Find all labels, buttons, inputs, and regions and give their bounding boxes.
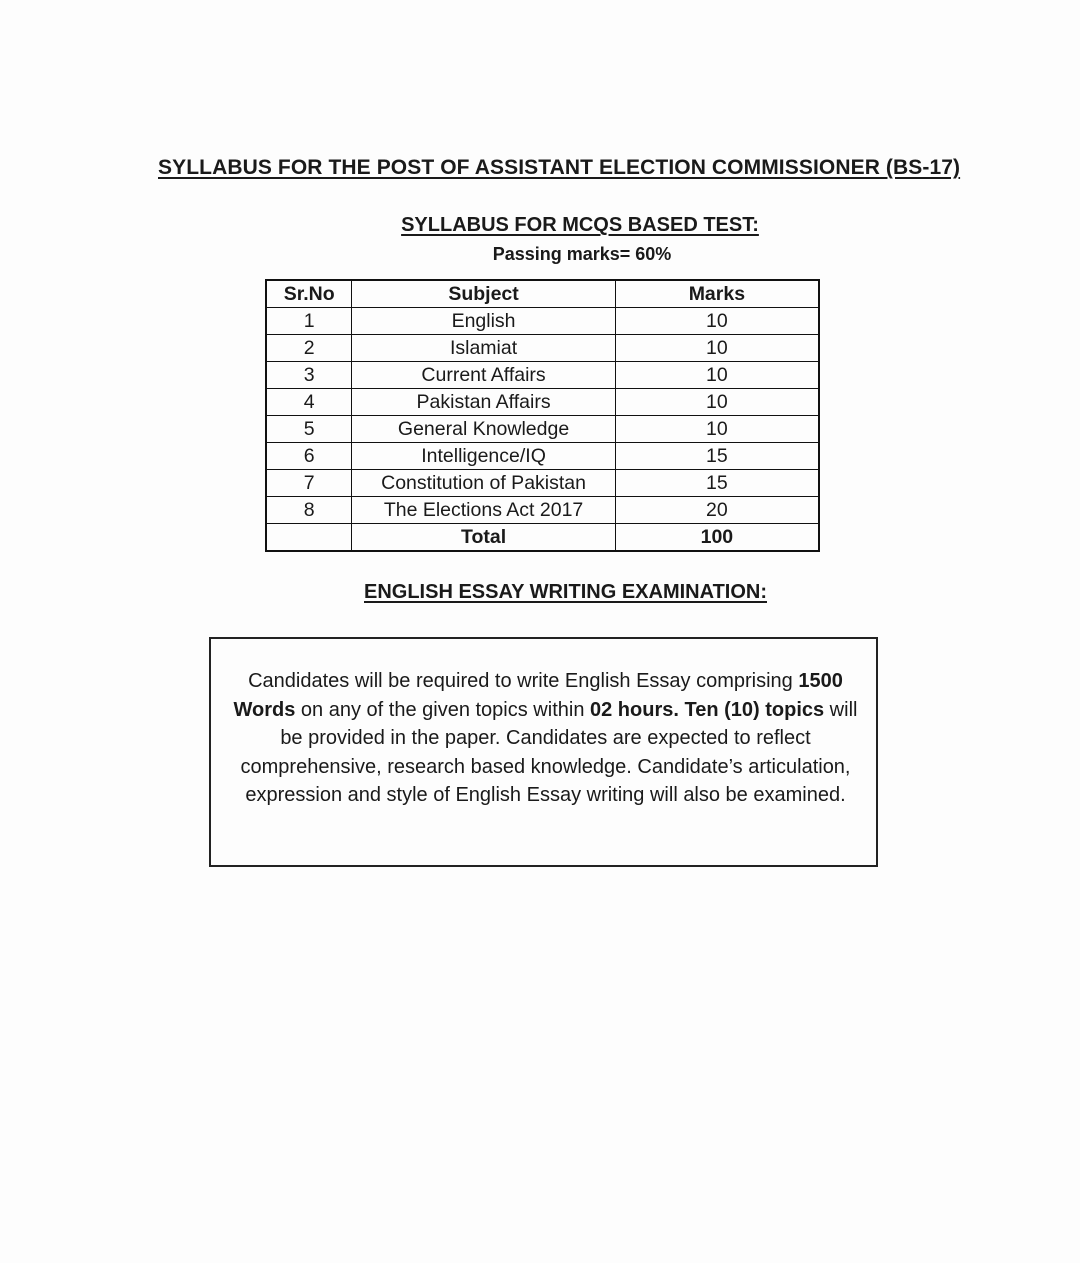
main-title: SYLLABUS FOR THE POST OF ASSISTANT ELECTION COMMISSIONER (BS-17)	[158, 156, 961, 179]
cell-sr: 2	[266, 335, 352, 362]
cell-total-marks: 100	[615, 524, 819, 552]
essay-bold-duration: 02 hours. Ten (10) topics	[590, 698, 825, 721]
header-sr-no: Sr.No	[266, 280, 352, 308]
cell-subject: Islamiat	[352, 335, 615, 362]
cell-marks: 10	[615, 416, 819, 443]
cell-subject: Pakistan Affairs	[352, 389, 615, 416]
cell-subject: The Elections Act 2017	[352, 497, 615, 524]
table-total-row	[266, 524, 819, 552]
cell-subject: General Knowledge	[352, 416, 615, 443]
cell-marks: 10	[615, 362, 819, 389]
table-row	[266, 416, 819, 443]
essay-text-part-2: on any of the given topics within	[295, 698, 590, 721]
cell-marks: 15	[615, 443, 819, 470]
cell-marks: 20	[615, 497, 819, 524]
passing-marks: Passing marks= 60%	[492, 244, 672, 264]
cell-marks: 10	[615, 389, 819, 416]
table-header-row	[266, 280, 819, 308]
cell-marks: 10	[615, 308, 819, 335]
cell-marks: 15	[615, 470, 819, 497]
cell-subject: English	[352, 308, 615, 335]
header-subject: Subject	[352, 280, 615, 308]
table-row	[266, 362, 819, 389]
table-row	[266, 470, 819, 497]
cell-sr: 5	[266, 416, 352, 443]
table-row	[266, 443, 819, 470]
cell-sr: 4	[266, 389, 352, 416]
essay-instructions-text	[229, 667, 862, 810]
table-row	[266, 335, 819, 362]
syllabus-table	[265, 279, 820, 552]
cell-total-sr	[266, 524, 352, 552]
essay-text-part-3: will be provided in the paper. Candidates are expected to reflect comprehensive, research based knowledge. Candidate’s articulation, expression and style of English Essay writing will also be examined.	[240, 698, 858, 807]
essay-text-part-1: Candidates will be required to write English Essay comprising	[248, 670, 799, 692]
essay-bold-words: 1500 Words	[233, 670, 843, 721]
cell-sr: 6	[266, 443, 352, 470]
cell-sr: 7	[266, 470, 352, 497]
table-row	[266, 389, 819, 416]
cell-subject: Intelligence/IQ	[352, 443, 615, 470]
cell-subject: Constitution of Pakistan	[352, 470, 615, 497]
essay-section-title: ENGLISH ESSAY WRITING EXAMINATION:	[364, 581, 767, 603]
essay-instructions-box	[209, 637, 878, 867]
header-marks: Marks	[615, 280, 819, 308]
cell-subject: Current Affairs	[352, 362, 615, 389]
table-row	[266, 308, 819, 335]
cell-sr: 3	[266, 362, 352, 389]
cell-total-label: Total	[352, 524, 615, 552]
mcq-section-title: SYLLABUS FOR MCQS BASED TEST:	[401, 214, 759, 236]
table-row	[266, 497, 819, 524]
cell-marks: 10	[615, 335, 819, 362]
cell-sr: 1	[266, 308, 352, 335]
cell-sr: 8	[266, 497, 352, 524]
